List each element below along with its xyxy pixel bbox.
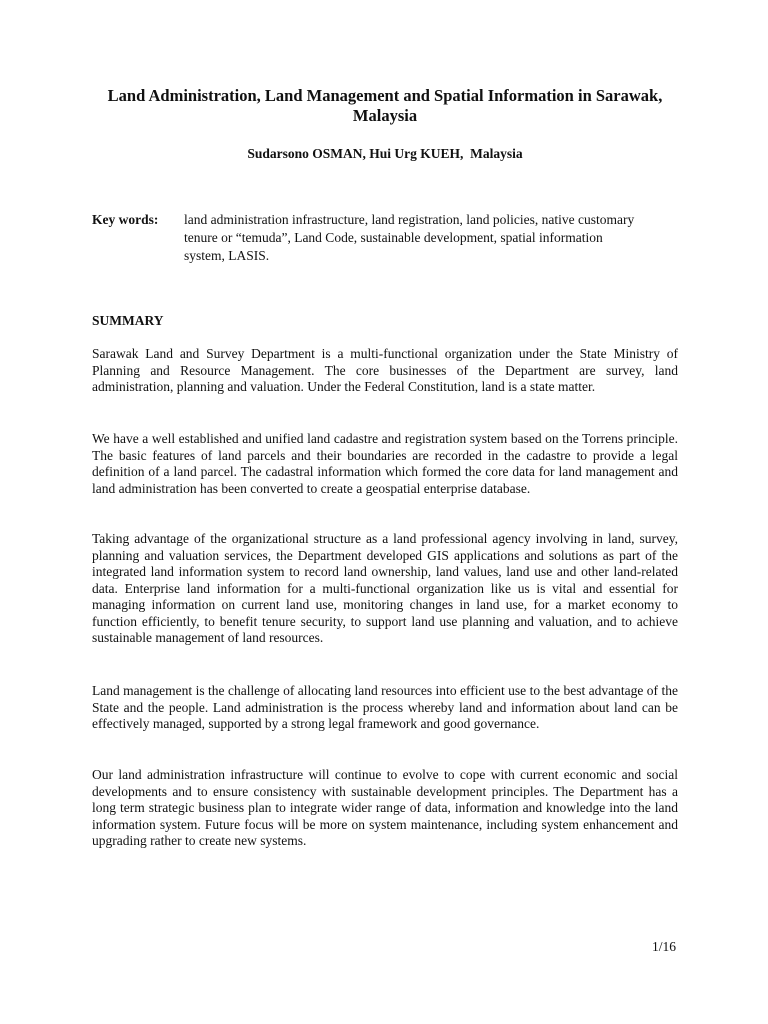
page-number: 1/16 — [651, 939, 676, 954]
summary-heading: SUMMARY — [92, 313, 164, 328]
summary-paragraph: Land management is the challenge of allocating land resources into efficient use to the best advantage of the State and the people. Land administration is the process whereby land and information about land can be effectively managed, supported by a strong legal framework and good governance. — [92, 683, 678, 731]
summary-paragraph: Our land administration infrastructure will continue to evolve to cope with current economic and social developments and to ensure consistency with sustainable development principles. The Department has a long term strategic business plan to integrate wider range of data, information and knowledge into the land information system. Future focus will be more on system maintenance, including system enhancement and upgrading rather to create new systems. — [92, 767, 678, 848]
summary-paragraph: Sarawak Land and Survey Department is a multi-functional organization under the State Ministry of Planning and Resource Management. The core businesses of the Department are survey, land administration, planning and valuation. Under the Federal Constitution, land is a state matter. — [92, 346, 678, 394]
keywords-text: land administration infrastructure, land registration, land policies, native customary tenure or “temuda”, Land Code, sustainable development, spatial information system, LASIS. — [184, 212, 635, 263]
summary-paragraph: We have a well established and unified land cadastre and registration system based on the Torrens principle. The basic features of land parcels and their boundaries are recorded in the cadastre to provide a legal definition of a land parcel. The cadastral information which formed the core data for land management and land administration has been converted to create a geospatial enterprise database. — [92, 431, 678, 496]
keywords-label: Key words: — [92, 212, 159, 227]
document-title: Land Administration, Land Management and Spatial Information in Sarawak, Malaysia — [107, 86, 663, 125]
summary-paragraph: Taking advantage of the organizational structure as a land professional agency involving in land, survey, planning and valuation services, the Department developed GIS applications and solutions as part of the integrated land information system to record land ownership, land values, land use and other land-related data. Enterprise land information for a multi-functional organization like us is vital and essential for managing information on current land use, monitoring changes in land use, for a market economy to function efficiently, to benefit tenure security, to support land use planning and valuation, and to achieve sustainable management of land resources. — [92, 531, 678, 645]
author-line: Sudarsono OSMAN, Hui Urg KUEH, Malaysia — [247, 146, 523, 161]
